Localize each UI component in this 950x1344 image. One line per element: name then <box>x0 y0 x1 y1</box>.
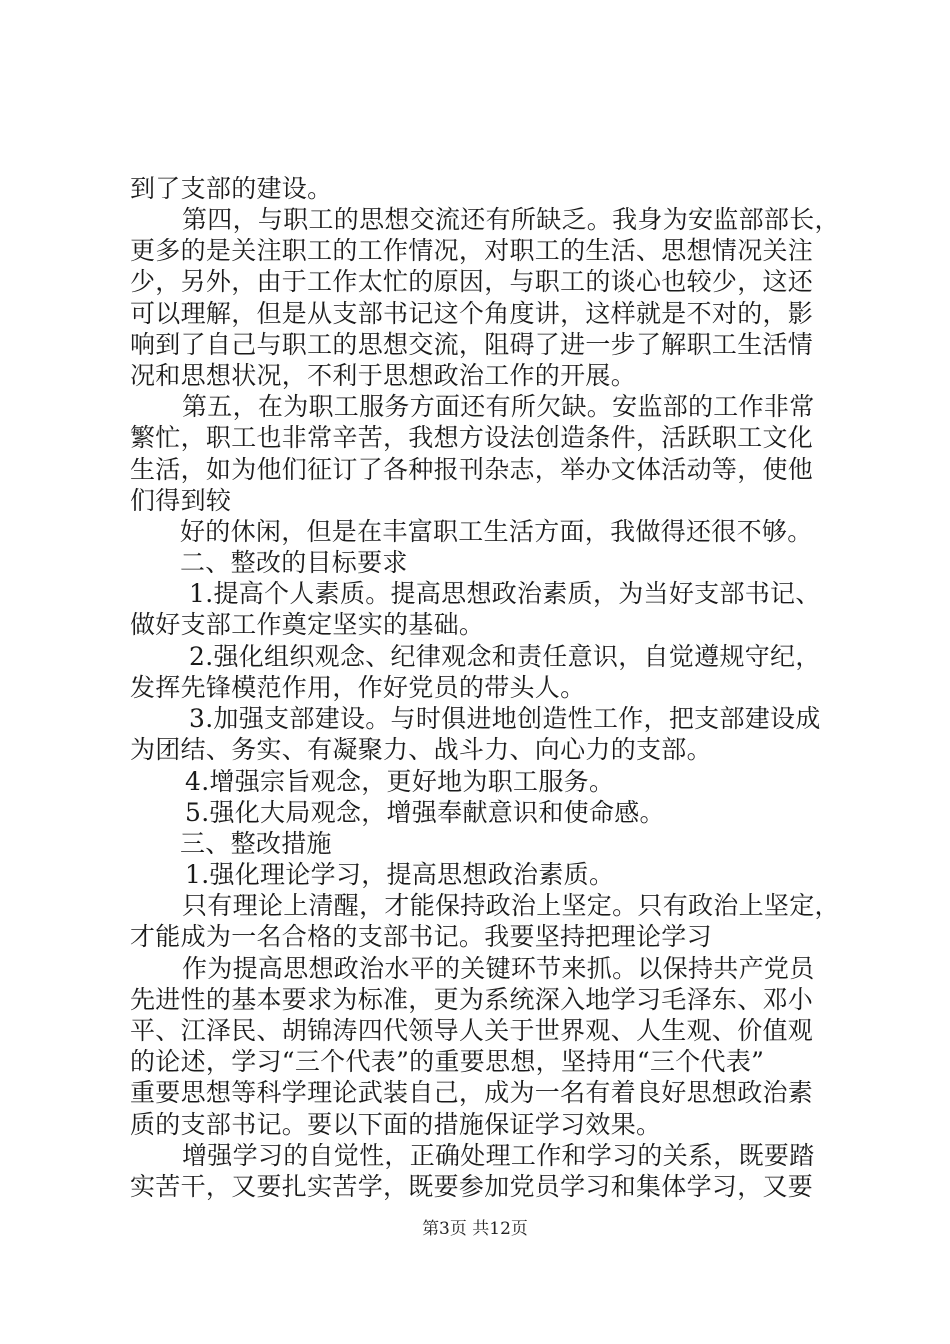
text-line: 们得到较 <box>130 486 232 515</box>
text-line: 到了支部的建设。 <box>130 174 333 203</box>
text-line: 生活，如为他们征订了各种报刊杂志，举办文体活动等，使他 <box>130 455 814 484</box>
text-line: 作为提高思想政治水平的关键环节来抓。以保持共产党员 <box>182 954 815 983</box>
text-line: 可以理解，但是从支部书记这个角度讲，这样就是不对的，影 <box>130 299 814 328</box>
text-line: 第五，在为职工服务方面还有所欠缺。安监部的工作非常 <box>182 392 815 421</box>
text-line: 2.强化组织观念、纪律观念和责任意识，自觉遵规守纪， <box>189 642 821 671</box>
text-line: 繁忙，职工也非常辛苦，我想方设法创造条件，活跃职工文化 <box>130 423 814 452</box>
text-line: 质的支部书记。要以下面的措施保证学习效果。 <box>130 1110 662 1139</box>
text-line: 做好支部工作奠定坚实的基础。 <box>130 610 485 639</box>
text-line: 发挥先锋模范作用，作好党员的带头人。 <box>130 673 586 702</box>
text-line: 为团结、务实、有凝聚力、战斗力、向心力的支部。 <box>130 735 712 764</box>
text-line: 1.强化理论学习，提高思想政治素质。 <box>185 860 615 889</box>
text-line: 的论述，学习“三个代表”的重要思想，坚持用“三个代表” <box>130 1047 765 1076</box>
text-line: 增强学习的自觉性，正确处理工作和学习的关系，既要踏 <box>182 1141 815 1170</box>
text-line: 更多的是关注职工的工作情况，对职工的生活、思想情况关注 <box>130 236 814 265</box>
text-line: 少，另外，由于工作太忙的原因，与职工的谈心也较少，这还 <box>130 267 814 296</box>
text-line: 平、江泽民、胡锦涛四代领导人关于世界观、人生观、价值观 <box>130 1016 814 1045</box>
text-line: 况和思想状况，不利于思想政治工作的开展。 <box>130 361 637 390</box>
text-line: 重要思想等科学理论武装自己，成为一名有着良好思想政治素 <box>130 1078 814 1107</box>
section-heading: 二、整改的目标要求 <box>180 548 408 577</box>
section-heading: 三、整改措施 <box>180 829 332 858</box>
text-line: 1.提高个人素质。提高思想政治素质，为当好支部书记、 <box>189 579 821 608</box>
text-line: 4.增强宗旨观念，更好地为职工服务。 <box>185 767 615 796</box>
text-line: 第四，与职工的思想交流还有所缺乏。我身为安监部部长， <box>182 205 840 234</box>
page-footer: 第3页 共12页 <box>422 1219 528 1239</box>
text-line: 响到了自己与职工的思想交流，阻碍了进一步了解职工生活情 <box>130 330 814 359</box>
text-line: 好的休闲，但是在丰富职工生活方面，我做得还很不够。 <box>180 517 813 546</box>
text-line: 只有理论上清醒，才能保持政治上坚定。只有政治上坚定， <box>182 891 840 920</box>
text-line: 实苦干，又要扎实苦学，既要参加党员学习和集体学习，又要 <box>130 1172 814 1201</box>
text-line: 3.加强支部建设。与时俱进地创造性工作，把支部建设成 <box>189 704 821 733</box>
text-line: 先进性的基本要求为标准，更为系统深入地学习毛泽东、邓小 <box>130 985 814 1014</box>
text-line: 5.强化大局观念，增强奉献意识和使命感。 <box>185 798 665 827</box>
text-line: 才能成为一名合格的支部书记。我要坚持把理论学习 <box>130 922 712 951</box>
